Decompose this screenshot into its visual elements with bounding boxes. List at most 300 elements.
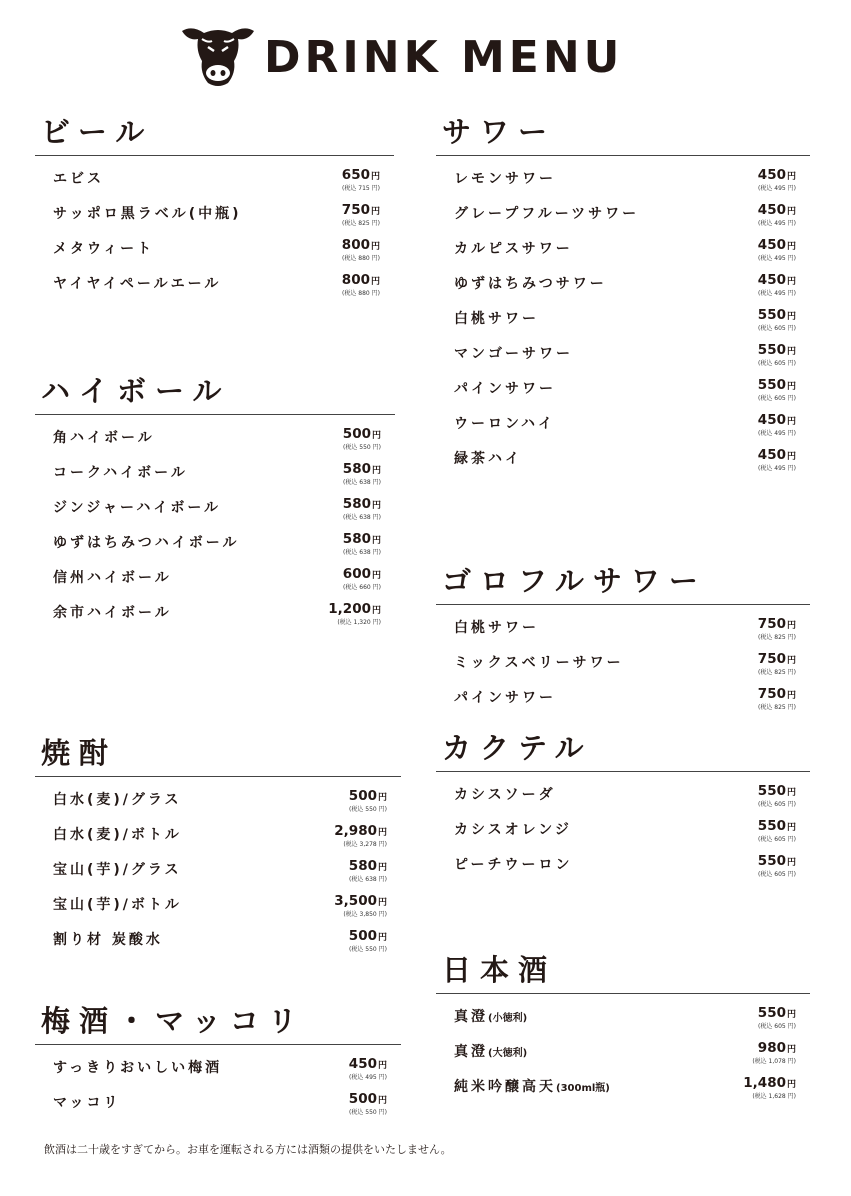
- item-name-text: 宝山(芋)/ボトル: [53, 897, 182, 913]
- item-name: [454, 273, 607, 293]
- price-value: 1,480: [743, 1075, 786, 1091]
- price-main: [743, 1075, 796, 1093]
- item-name: [454, 652, 624, 672]
- yen-unit: 円: [370, 172, 380, 182]
- menu-item: [35, 530, 395, 565]
- menu-item: [436, 411, 810, 446]
- price-tax-included: (税込 550 円): [349, 806, 387, 813]
- item-size-note: (大徳利): [488, 1048, 528, 1059]
- item-name: [53, 238, 154, 258]
- menu-item: [35, 600, 395, 635]
- yen-unit: 円: [786, 452, 796, 462]
- item-name-text: 真澄: [454, 1009, 488, 1025]
- item-price: [758, 272, 796, 298]
- menu-item: [436, 166, 810, 201]
- menu-item: [35, 495, 395, 530]
- item-name: [53, 462, 188, 482]
- item-name-text: サッポロ黒ラベル(中瓶): [53, 206, 242, 222]
- item-name-text: ミックスベリーサワー: [454, 655, 624, 671]
- yen-unit: 円: [377, 898, 387, 908]
- section-highball: [35, 372, 395, 635]
- price-tax-included: (税込 3,850 円): [343, 911, 387, 918]
- item-list: [35, 425, 395, 635]
- yen-unit: 円: [371, 606, 381, 616]
- item-list: [436, 615, 810, 720]
- price-main: [342, 167, 380, 185]
- price-tax-included: (税込 495 円): [758, 255, 796, 262]
- price-tax-included: (税込 605 円): [758, 325, 796, 332]
- yen-unit: 円: [377, 933, 387, 943]
- menu-item: [436, 306, 810, 341]
- price-value: 450: [757, 237, 786, 253]
- price-tax-included: (税込 605 円): [758, 1023, 796, 1030]
- menu-item: [35, 927, 401, 962]
- item-name: [454, 238, 573, 258]
- price-value: 800: [341, 237, 370, 253]
- section-beer: [35, 113, 394, 306]
- item-price: [343, 566, 381, 592]
- item-price: [349, 788, 387, 814]
- price-value: 450: [757, 412, 786, 428]
- item-name: [454, 308, 539, 328]
- price-value: 450: [348, 1056, 377, 1072]
- item-name: [53, 532, 239, 552]
- section-divider: [35, 776, 401, 777]
- price-main: [758, 412, 796, 430]
- price-main: [343, 531, 381, 549]
- yen-unit: 円: [786, 312, 796, 322]
- price-main: [758, 783, 796, 801]
- item-name-text: 余市ハイボール: [53, 605, 172, 621]
- menu-item: [35, 166, 394, 201]
- price-value: 580: [342, 496, 371, 512]
- price-main: [752, 1040, 796, 1058]
- section-title: ハイボール: [41, 374, 231, 408]
- price-tax-included: (税込 550 円): [343, 444, 381, 451]
- price-tax-included: (税込 880 円): [342, 290, 380, 297]
- price-tax-included: (税込 605 円): [758, 871, 796, 878]
- yen-unit: 円: [786, 691, 796, 701]
- item-price: [758, 783, 796, 809]
- price-main: [342, 202, 380, 220]
- item-price: [758, 1005, 796, 1031]
- price-tax-included: (税込 495 円): [758, 220, 796, 227]
- item-name-text: 角ハイボール: [53, 430, 155, 446]
- item-list: [35, 1055, 401, 1125]
- yen-unit: 円: [377, 1096, 387, 1106]
- price-value: 750: [757, 651, 786, 667]
- section-divider: [436, 771, 810, 772]
- price-tax-included: (税込 638 円): [349, 876, 387, 883]
- menu-item: [436, 236, 810, 271]
- price-value: 550: [757, 1005, 786, 1021]
- item-name-text: 宝山(芋)/グラス: [53, 862, 182, 878]
- price-tax-included: (税込 825 円): [758, 634, 796, 641]
- item-name-text: ヤイヤイペールエール: [53, 276, 222, 292]
- menu-item: [436, 817, 810, 852]
- price-value: 750: [757, 616, 786, 632]
- yen-unit: 円: [786, 347, 796, 357]
- item-name: [454, 784, 556, 804]
- section-divider: [436, 993, 810, 994]
- item-price: [758, 686, 796, 712]
- section-gorofuru-sour: [436, 562, 810, 720]
- section-title: ゴロフルサワー: [442, 564, 707, 598]
- item-price: [758, 167, 796, 193]
- item-price: [758, 853, 796, 879]
- item-name: [454, 203, 639, 223]
- menu-item: [436, 201, 810, 236]
- item-name: [454, 413, 555, 433]
- yen-unit: 円: [371, 431, 381, 441]
- item-name-text: ゆずはちみつハイボール: [53, 535, 240, 551]
- price-tax-included: (税込 880 円): [342, 255, 380, 262]
- price-main: [343, 426, 381, 444]
- yen-unit: 円: [371, 466, 381, 476]
- item-name: [454, 617, 539, 637]
- price-value: 550: [757, 307, 786, 323]
- item-price: [334, 893, 387, 919]
- item-name-text: ジンジャーハイボール: [53, 500, 222, 516]
- section-umeshu: [35, 1002, 401, 1125]
- menu-item: [436, 1039, 810, 1074]
- menu-item: [35, 787, 401, 822]
- item-name: [53, 1092, 120, 1112]
- section-divider: [35, 1044, 401, 1045]
- price-main: [349, 1091, 387, 1109]
- item-name: [53, 1057, 222, 1077]
- price-tax-included: (税込 495 円): [758, 185, 796, 192]
- item-name: [53, 203, 242, 223]
- price-tax-included: (税込 1,078 円): [752, 1058, 796, 1065]
- yen-unit: 円: [370, 207, 380, 217]
- price-main: [758, 377, 796, 395]
- section-title: 焼酎: [41, 736, 118, 770]
- section-sour: [436, 113, 810, 481]
- yen-unit: 円: [377, 793, 387, 803]
- item-price: [343, 496, 381, 522]
- item-name-text: 白水(麦)/グラス: [53, 792, 182, 808]
- item-list: [436, 782, 810, 887]
- item-name-text: カシスオレンジ: [454, 822, 572, 838]
- price-value: 500: [348, 788, 377, 804]
- menu-item: [436, 615, 810, 650]
- item-name: [53, 427, 155, 447]
- item-price: [349, 928, 387, 954]
- price-main: [334, 823, 387, 841]
- yen-unit: 円: [377, 1061, 387, 1071]
- yen-unit: 円: [786, 823, 796, 833]
- price-main: [334, 893, 387, 911]
- price-value: 500: [348, 928, 377, 944]
- price-value: 580: [342, 531, 371, 547]
- menu-item: [436, 341, 810, 376]
- price-value: 550: [757, 342, 786, 358]
- yen-unit: 円: [370, 277, 380, 287]
- item-price: [758, 202, 796, 228]
- item-name-text: ゆずはちみつサワー: [454, 276, 607, 292]
- menu-item: [35, 271, 394, 306]
- item-price: [743, 1075, 796, 1101]
- item-name-text: エビス: [53, 171, 104, 187]
- price-main: [343, 461, 381, 479]
- item-list: [436, 166, 810, 481]
- item-name: [454, 687, 556, 707]
- item-name: [454, 378, 556, 398]
- price-tax-included: (税込 550 円): [349, 946, 387, 953]
- item-name: [454, 168, 556, 188]
- menu-item: [436, 650, 810, 685]
- price-value: 450: [757, 167, 786, 183]
- price-value: 550: [757, 853, 786, 869]
- menu-item: [436, 1074, 810, 1109]
- price-value: 2,980: [334, 823, 377, 839]
- price-main: [342, 272, 380, 290]
- yen-unit: 円: [786, 656, 796, 666]
- price-value: 550: [757, 377, 786, 393]
- price-main: [758, 202, 796, 220]
- price-tax-included: (税込 1,320 円): [337, 619, 381, 626]
- price-tax-included: (税込 495 円): [758, 290, 796, 297]
- yen-unit: 円: [786, 788, 796, 798]
- menu-item: [35, 565, 395, 600]
- item-price: [758, 447, 796, 473]
- item-price: [758, 377, 796, 403]
- yen-unit: 円: [786, 1080, 796, 1090]
- menu-item: [35, 201, 394, 236]
- yen-unit: 円: [786, 1010, 796, 1020]
- section-sake: [436, 951, 810, 1109]
- price-main: [349, 928, 387, 946]
- yen-unit: 円: [786, 172, 796, 182]
- yen-unit: 円: [786, 1045, 796, 1055]
- item-name: [454, 854, 572, 874]
- item-name: [53, 929, 163, 949]
- item-name: [53, 789, 182, 809]
- item-price: [758, 651, 796, 677]
- price-tax-included: (税込 715 円): [342, 185, 380, 192]
- yen-unit: 円: [786, 207, 796, 217]
- item-name: [454, 819, 572, 839]
- price-tax-included: (税込 495 円): [758, 430, 796, 437]
- price-value: 1,200: [328, 601, 371, 617]
- section-title: サワー: [442, 115, 557, 149]
- menu-header: [178, 22, 658, 92]
- alcohol-notice: 飲酒は二十歳をすぎてから。お車を運転される方には酒類の提供をいたしません。: [44, 1143, 452, 1156]
- item-price: [758, 237, 796, 263]
- price-tax-included: (税込 605 円): [758, 360, 796, 367]
- item-price: [334, 823, 387, 849]
- item-name: [454, 448, 522, 468]
- price-tax-included: (税込 1,628 円): [752, 1093, 796, 1100]
- menu-item: [436, 271, 810, 306]
- item-price: [752, 1040, 796, 1066]
- section-title: 梅酒・マッコリ: [41, 1004, 306, 1038]
- item-name-text: レモンサワー: [454, 171, 556, 187]
- section-shochu: [35, 734, 401, 962]
- section-divider: [436, 604, 810, 605]
- menu-item: [436, 446, 810, 481]
- price-tax-included: (税込 825 円): [758, 669, 796, 676]
- item-price: [758, 818, 796, 844]
- price-main: [758, 616, 796, 634]
- price-main: [758, 342, 796, 360]
- yen-unit: 円: [377, 828, 387, 838]
- item-name: [53, 497, 221, 517]
- item-size-note: (300ml瓶): [556, 1083, 610, 1094]
- menu-item: [436, 685, 810, 720]
- price-main: [343, 566, 381, 584]
- price-main: [758, 853, 796, 871]
- yen-unit: 円: [786, 858, 796, 868]
- yen-unit: 円: [371, 501, 381, 511]
- item-list: [35, 166, 394, 306]
- item-name-text: 信州ハイボール: [53, 570, 172, 586]
- yen-unit: 円: [377, 863, 387, 873]
- menu-item: [35, 822, 401, 857]
- item-name: [454, 1076, 610, 1096]
- yen-unit: 円: [371, 536, 381, 546]
- price-main: [758, 1005, 796, 1023]
- price-main: [758, 651, 796, 669]
- price-main: [349, 858, 387, 876]
- price-main: [758, 818, 796, 836]
- item-price: [758, 616, 796, 642]
- price-value: 750: [341, 202, 370, 218]
- item-name-text: 割り材 炭酸水: [53, 932, 163, 948]
- item-name: [53, 567, 172, 587]
- menu-item: [35, 892, 401, 927]
- price-main: [349, 788, 387, 806]
- section-title: カクテル: [442, 731, 593, 765]
- yen-unit: 円: [786, 382, 796, 392]
- item-price: [758, 307, 796, 333]
- price-value: 450: [757, 202, 786, 218]
- menu-item: [35, 1090, 401, 1125]
- price-value: 580: [348, 858, 377, 874]
- item-name-text: 緑茶ハイ: [454, 451, 522, 467]
- item-name-text: パインサワー: [454, 690, 556, 706]
- item-size-note: (小徳利): [488, 1013, 528, 1024]
- price-value: 650: [341, 167, 370, 183]
- item-name-text: パインサワー: [454, 381, 556, 397]
- price-tax-included: (税込 495 円): [349, 1074, 387, 1081]
- item-price: [342, 272, 380, 298]
- item-name: [53, 602, 172, 622]
- price-main: [343, 496, 381, 514]
- price-value: 600: [342, 566, 371, 582]
- section-divider: [436, 155, 810, 156]
- price-tax-included: (税込 3,278 円): [343, 841, 387, 848]
- price-value: 500: [348, 1091, 377, 1107]
- item-price: [343, 426, 381, 452]
- price-tax-included: (税込 605 円): [758, 801, 796, 808]
- item-price: [343, 461, 381, 487]
- price-main: [349, 1056, 387, 1074]
- menu-item: [35, 425, 395, 460]
- section-divider: [35, 155, 394, 156]
- item-name-text: 純米吟醸高天: [454, 1079, 556, 1095]
- item-price: [343, 531, 381, 557]
- price-main: [328, 601, 381, 619]
- item-name: [53, 859, 182, 879]
- item-price: [342, 202, 380, 228]
- item-price: [342, 167, 380, 193]
- price-tax-included: (税込 638 円): [343, 479, 381, 486]
- menu-item: [35, 460, 395, 495]
- price-value: 550: [757, 783, 786, 799]
- price-tax-included: (税込 638 円): [343, 549, 381, 556]
- yen-unit: 円: [786, 277, 796, 287]
- item-name-text: 真澄: [454, 1044, 488, 1060]
- price-value: 550: [757, 818, 786, 834]
- section-divider: [35, 414, 395, 415]
- item-price: [758, 342, 796, 368]
- price-value: 3,500: [334, 893, 377, 909]
- item-name-text: ピーチウーロン: [454, 857, 573, 873]
- price-main: [758, 447, 796, 465]
- price-tax-included: (税込 605 円): [758, 395, 796, 402]
- section-cocktail: [436, 729, 810, 887]
- price-value: 450: [757, 272, 786, 288]
- price-main: [758, 307, 796, 325]
- item-name-text: 白桃サワー: [454, 311, 539, 327]
- price-main: [758, 686, 796, 704]
- section-title: ビール: [41, 115, 154, 149]
- price-main: [758, 167, 796, 185]
- menu-title: DRINK MENU: [264, 31, 624, 83]
- menu-item: [436, 1004, 810, 1039]
- item-name-text: カシスソーダ: [454, 787, 556, 803]
- menu-item: [436, 376, 810, 411]
- menu-item: [35, 857, 401, 892]
- price-tax-included: (税込 550 円): [349, 1109, 387, 1116]
- item-name-text: 白桃サワー: [454, 620, 539, 636]
- menu-item: [35, 236, 394, 271]
- item-name: [454, 1041, 527, 1061]
- item-price: [349, 1091, 387, 1117]
- item-name-text: コークハイボール: [53, 465, 188, 481]
- menu-item: [436, 782, 810, 817]
- menu-item: [436, 852, 810, 887]
- item-name: [53, 168, 104, 188]
- item-price: [342, 237, 380, 263]
- price-value: 580: [342, 461, 371, 477]
- item-name-text: ウーロンハイ: [454, 416, 556, 432]
- price-tax-included: (税込 825 円): [342, 220, 380, 227]
- item-name: [454, 1006, 527, 1026]
- item-price: [349, 1056, 387, 1082]
- price-tax-included: (税込 605 円): [758, 836, 796, 843]
- price-tax-included: (税込 825 円): [758, 704, 796, 711]
- section-title: 日本酒: [442, 953, 557, 987]
- item-name-text: マッコリ: [53, 1095, 121, 1111]
- item-name-text: 白水(麦)/ボトル: [53, 827, 182, 843]
- item-price: [758, 412, 796, 438]
- price-value: 500: [342, 426, 371, 442]
- price-value: 450: [757, 447, 786, 463]
- price-tax-included: (税込 638 円): [343, 514, 381, 521]
- cow-head-icon: [178, 23, 258, 91]
- price-value: 750: [757, 686, 786, 702]
- item-name-text: グレープフルーツサワー: [454, 206, 640, 222]
- price-tax-included: (税込 495 円): [758, 465, 796, 472]
- item-name: [53, 824, 182, 844]
- item-price: [349, 858, 387, 884]
- item-name: [53, 894, 182, 914]
- item-name-text: すっきりおいしい梅酒: [53, 1060, 223, 1076]
- yen-unit: 円: [786, 417, 796, 427]
